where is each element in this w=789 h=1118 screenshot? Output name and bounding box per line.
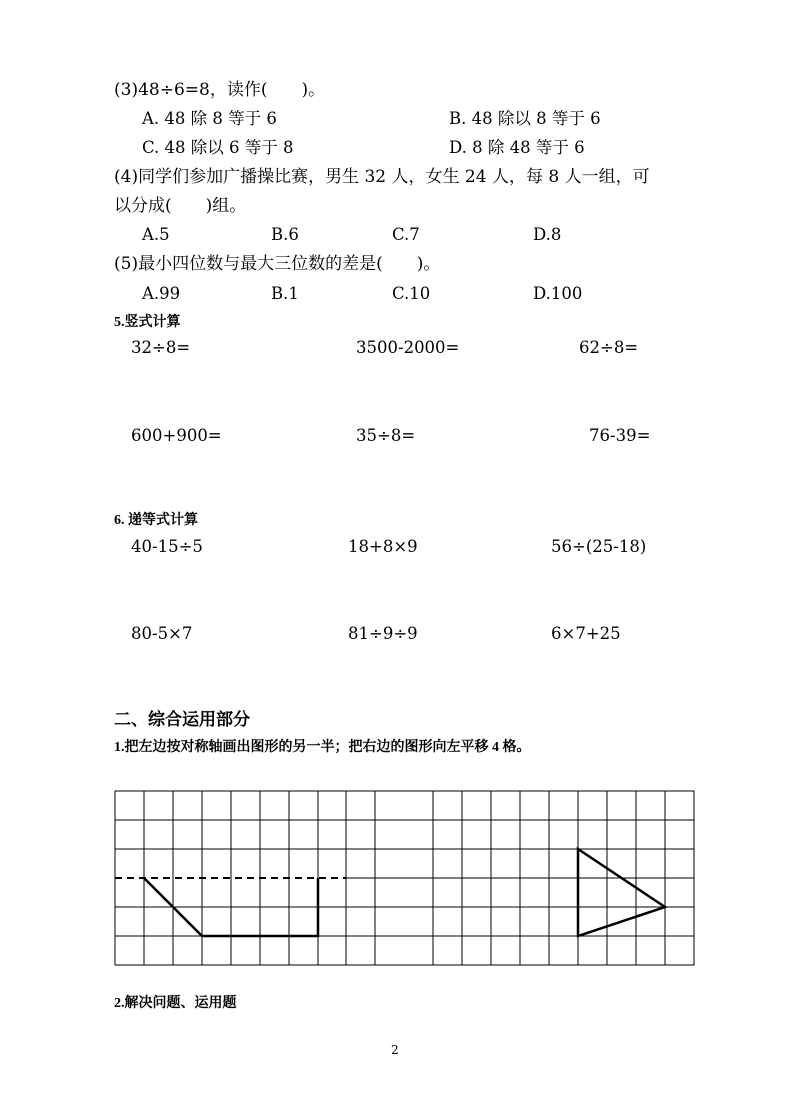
vertical-calc-item: 3500-2000= xyxy=(356,338,460,357)
q5-option-b: B.1 xyxy=(271,284,299,303)
stepwise-calc-title: 6. 递等式计算 xyxy=(114,513,198,528)
stepwise-calc-item: 6×7+25 xyxy=(551,624,621,643)
q3-option-b: B. 48 除以 8 等于 6 xyxy=(449,109,601,128)
right-triangle-figure xyxy=(578,849,665,936)
vertical-calc-item: 76-39= xyxy=(589,426,651,445)
q4-stem-line1: (4)同学们参加广播操比赛，男生 32 人，女生 24 人，每 8 人一组，可 xyxy=(114,167,650,187)
vertical-calc-item: 35÷8= xyxy=(356,426,416,445)
q5-option-d: D.100 xyxy=(533,284,583,303)
q3-option-d: D. 8 除 48 等于 6 xyxy=(449,138,585,157)
part2-heading: 二、综合运用部分 xyxy=(114,710,250,729)
q4-option-a: A.5 xyxy=(142,225,170,244)
q3-option-a: A. 48 除 8 等于 6 xyxy=(142,109,277,128)
vertical-calc-item: 62÷8= xyxy=(579,338,639,357)
vertical-calc-item: 32÷8= xyxy=(131,338,191,357)
stepwise-calc-item: 81÷9÷9 xyxy=(348,624,418,643)
page-number: 2 xyxy=(391,1043,399,1057)
stepwise-calc-item: 40-15÷5 xyxy=(131,537,203,556)
q4-option-d: D.8 xyxy=(533,225,562,244)
q4-option-c: C.7 xyxy=(392,225,420,244)
vertical-calc-item: 600+900= xyxy=(131,426,222,445)
q4-option-b: B.6 xyxy=(271,225,299,244)
stepwise-calc-item: 56÷(25-18) xyxy=(551,537,647,556)
q5-option-c: C.10 xyxy=(392,284,431,303)
stepwise-calc-item: 18+8×9 xyxy=(348,537,418,556)
q3-option-c: C. 48 除以 6 等于 8 xyxy=(142,138,294,157)
part2-q2-text: 2.解决问题、运用题 xyxy=(114,996,237,1011)
part2-q1-text: 1.把左边按对称轴画出图形的另一半；把右边的图形向左平移 4 格。 xyxy=(114,740,531,755)
q5-stem: (5)最小四位数与最大三位数的差是( )。 xyxy=(114,254,441,274)
vertical-calc-title: 5.竖式计算 xyxy=(114,315,181,330)
q5-option-a: A.99 xyxy=(142,284,181,303)
stepwise-calc-item: 80-5×7 xyxy=(131,624,193,643)
q4-stem-line2: 以分成( )组。 xyxy=(114,196,247,216)
q3-stem: (3)48÷6=8，读作( )。 xyxy=(114,80,326,100)
